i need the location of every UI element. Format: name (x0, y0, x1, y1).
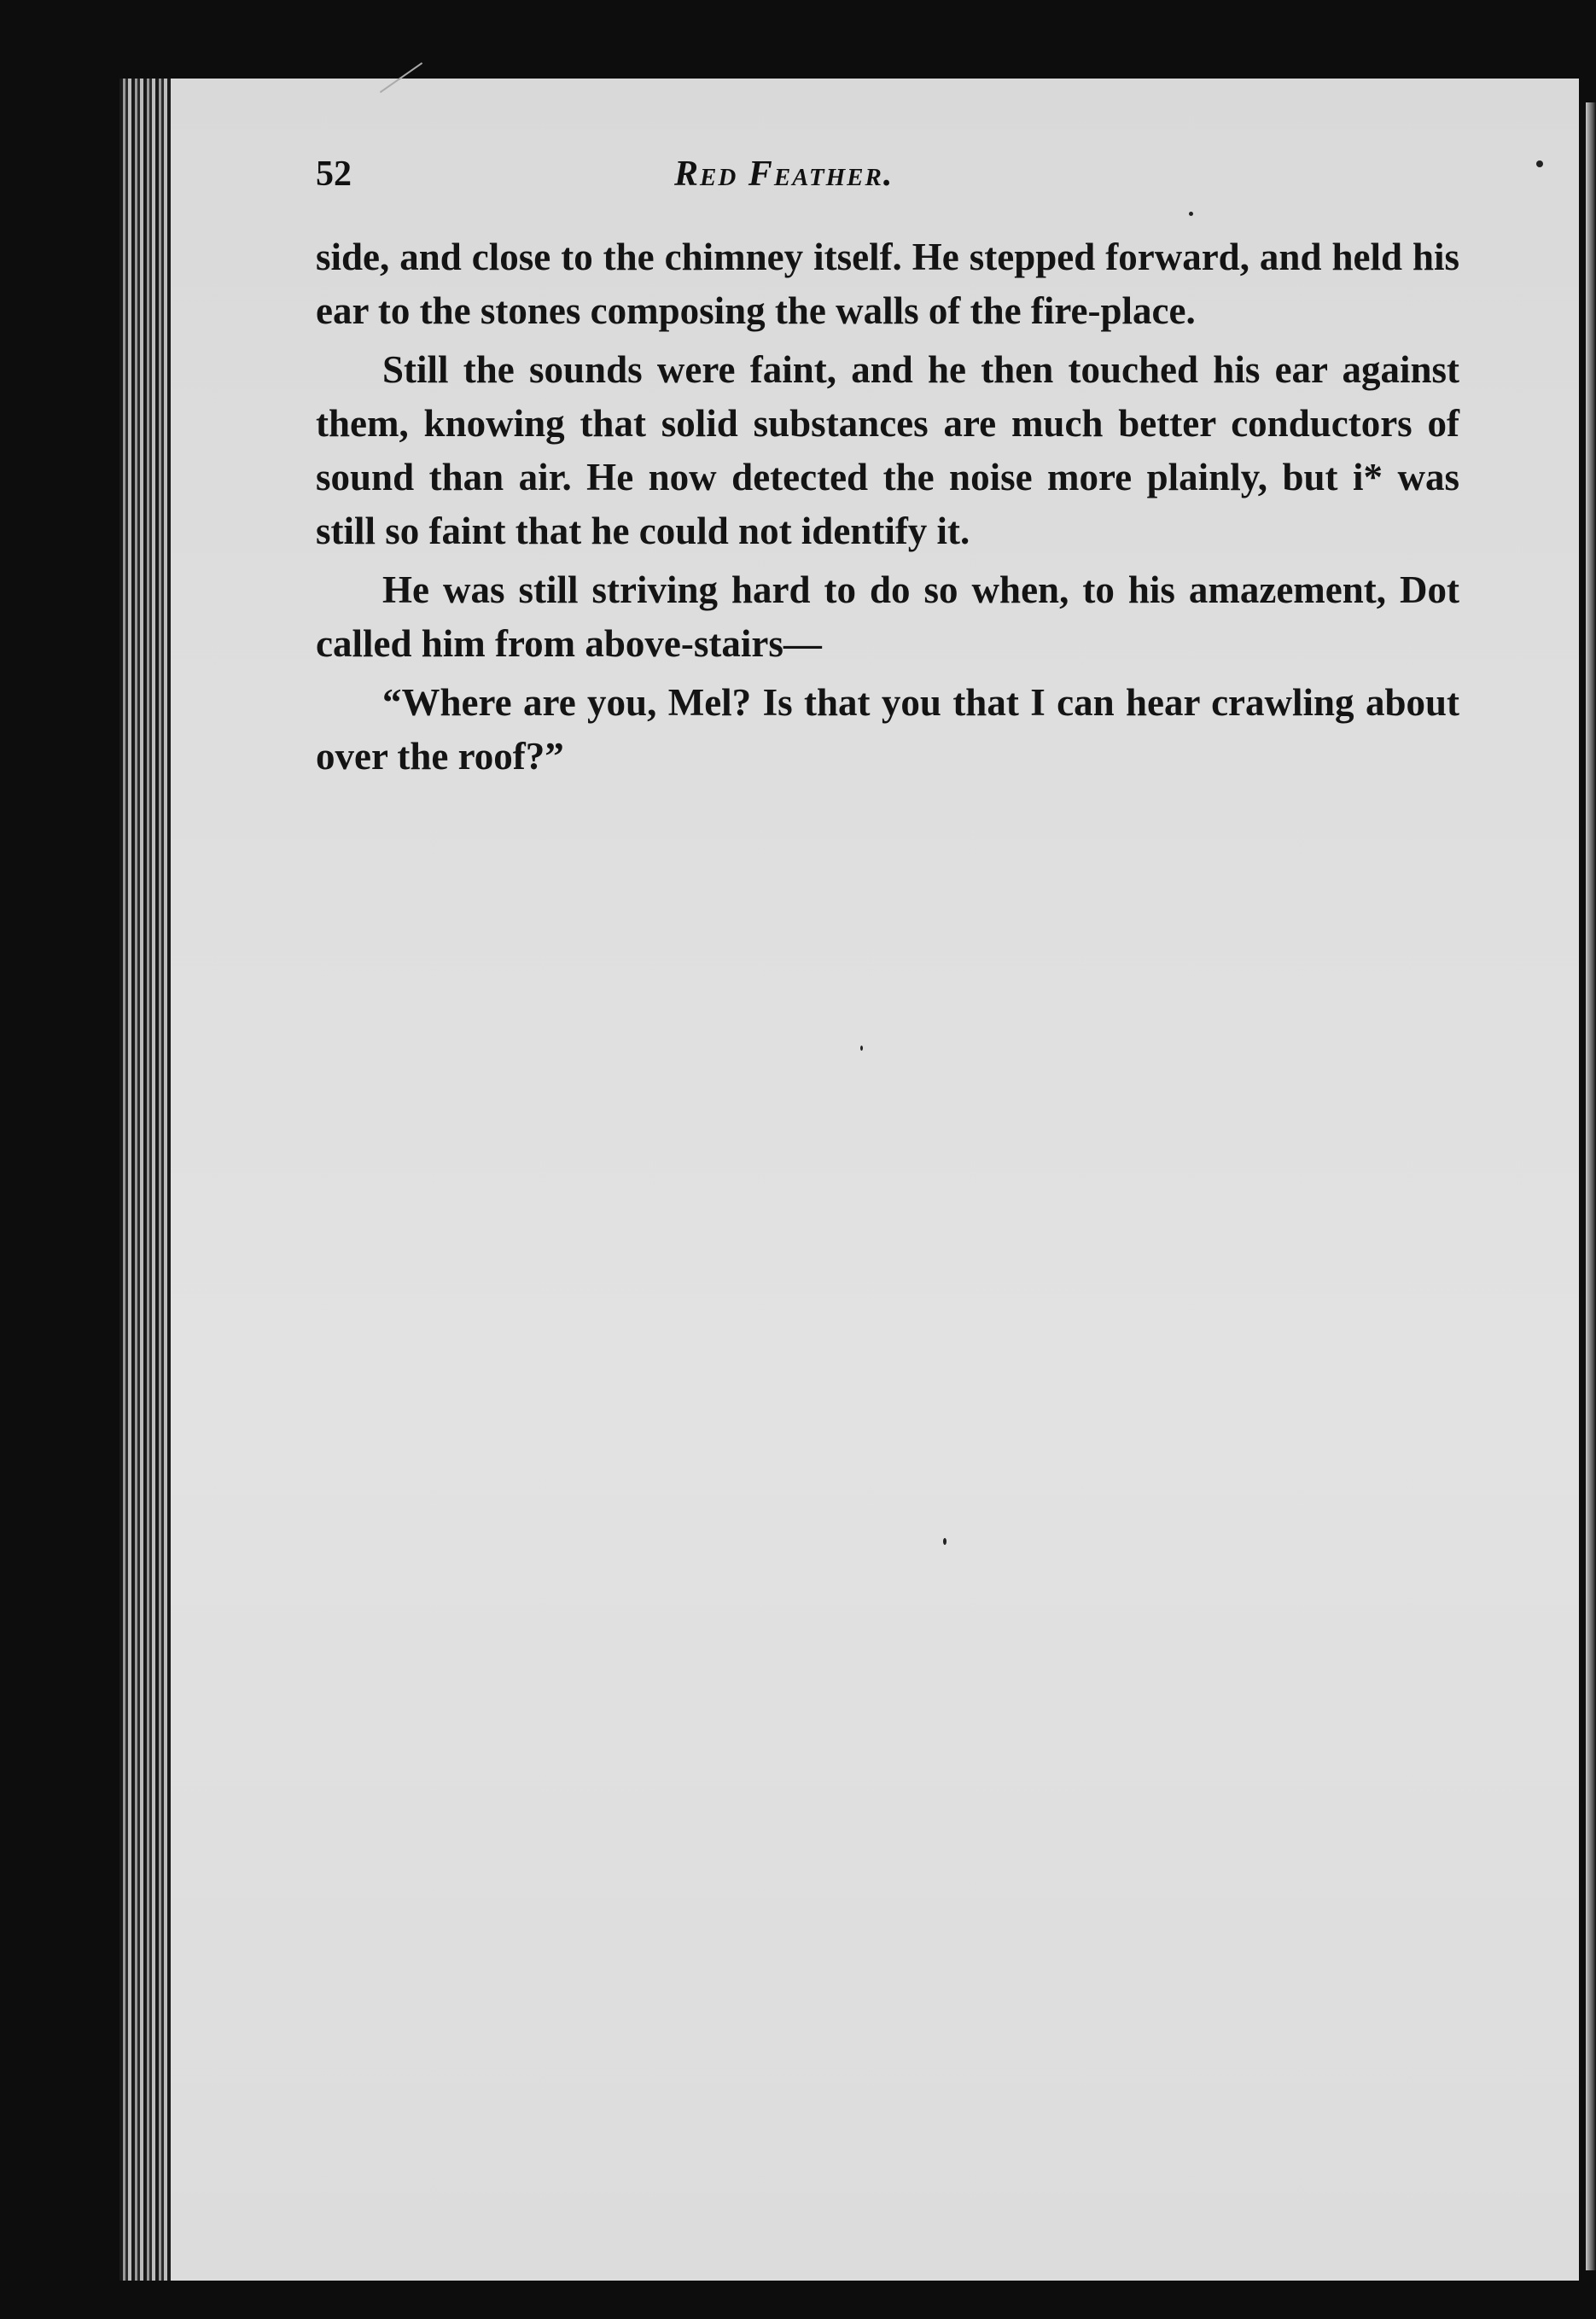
body-text (316, 230, 1459, 784)
paragraph: He was still striving hard to do so when, to his amazement, Dot called him from above-stairs— (316, 568, 1459, 665)
paragraph: Still the sounds were faint, and he then touched his ear against them, knowing that solid substances are much better conductors of sound than air. He now detected the noise more plainly, but i* was still so faint that he could not identify it. (316, 348, 1459, 552)
paragraph: side, and close to the chimney itself. He stepped forward, and held his ear to the stones composing the walls of the fire-place. (316, 236, 1459, 332)
running-head (316, 154, 1459, 213)
paragraph: “Where are you, Mel? Is that you that I can hear crawling about over the roof?” (316, 681, 1459, 778)
scan-speck (943, 1538, 947, 1545)
scan-speck (1536, 160, 1543, 167)
book-binding-edge (119, 79, 171, 2281)
page-right-edge (1586, 102, 1596, 2270)
page-number: 52 (316, 154, 352, 194)
page-content (316, 154, 1459, 784)
running-title: Red Feather. (674, 154, 894, 194)
scan-speck (860, 1046, 863, 1051)
